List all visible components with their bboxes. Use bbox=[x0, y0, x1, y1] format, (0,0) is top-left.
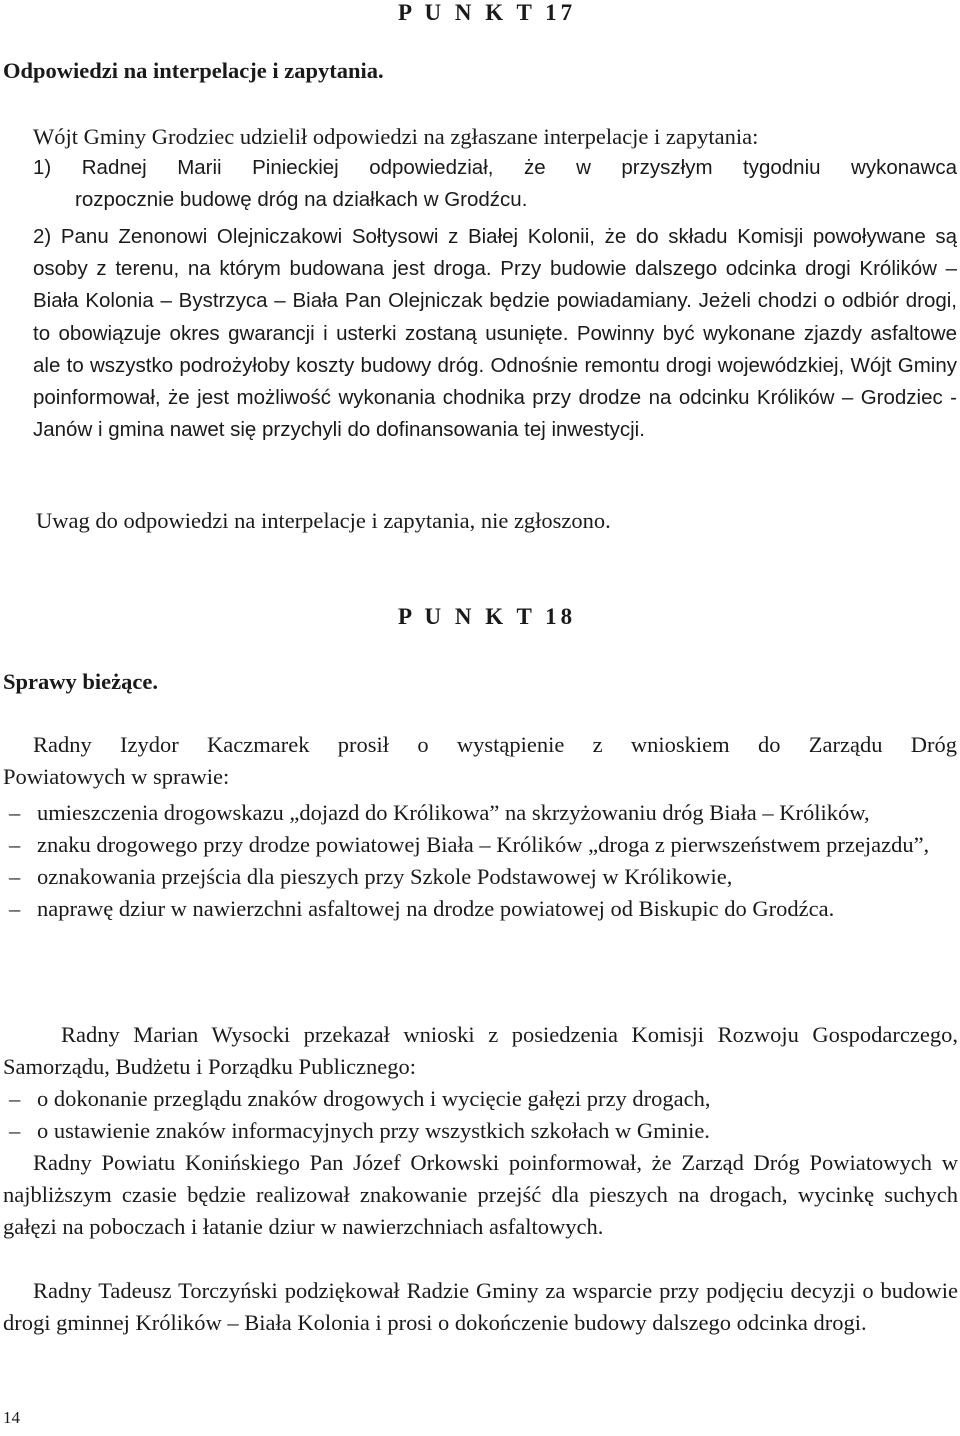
para-2-text: Radny Marian Wysocki przekazał wnioski z posiedzenia Komisji Rozwoju Gospodarczego, Samorządu, Budżetu i Porządku Publicznego: bbox=[3, 1022, 958, 1079]
section-heading-sprawy-biezace: Sprawy bieżące. bbox=[3, 669, 158, 694]
item-1-line-1: 1) Radnej Marii Pinieckiej odpowiedział, że w przyszłym tygodniu wykonawca bbox=[33, 156, 957, 179]
list-item bbox=[3, 829, 958, 861]
para-3-text: Radny Powiatu Konińskiego Pan Józef Orkowski poinformował, że Zarząd Dróg Powiatowych w najbliższym czasie będzie realizował znakowanie przejść dla pieszych na drogach, wycinkę suchych gałęzi na poboczach i łatanie dziur w nawierzchniach asfaltowych. bbox=[3, 1150, 958, 1239]
item-2-paragraph bbox=[33, 221, 957, 446]
punkt-17-title: P U N K T 17 bbox=[398, 0, 577, 25]
section-heading-interpelacje: Odpowiedzi na interpelacje i zapytania. bbox=[3, 58, 384, 83]
dash-bullet: – bbox=[9, 864, 21, 889]
para-4-text: Radny Tadeusz Torczyński podziękował Radzie Gminy za wsparcie przy podjęciu decyzji o budowie drogi gminnej Królików – Biała Kolonia i prosi o dokończenie budowy dalszego odcinka drogi. bbox=[3, 1278, 958, 1335]
dash-bullet: – bbox=[9, 800, 21, 825]
list-item bbox=[3, 893, 958, 925]
para-3 bbox=[3, 1147, 958, 1243]
dash-bullet: – bbox=[9, 1086, 21, 1111]
item-2-text: 2) Panu Zenonowi Olejniczakowi Sołtysowi z Białej Kolonii, że do składu Komisji powoływane są osoby z terenu, na którym budowana jest droga. Przy budowie dalszego odcinka drogi Królików – Biała Kolonia – Bystrzyca – Biała Pan Olejniczak będzie powiadamiany. Jeżeli chodzi o odbiór drogi, to obowiązuje okres gwarancji i usterki zostaną usunięte. Powinny być wykonane zjazdy asfaltowe ale to wszystko podrożyłoby koszty budowy dróg. Odnośnie remontu drogi wojewódzkiej, Wójt Gminy poinformował, że jest możliwość wykonania chodnika przy drodze na odcinku Królików – Grodziec - Janów i gmina nawet się przychyli do dofinansowania tej inwestycji. bbox=[33, 225, 957, 442]
closing-remark: Uwag do odpowiedzi na interpelacje i zapytania, nie zgłoszono. bbox=[36, 508, 611, 533]
dash-bullet: – bbox=[9, 896, 21, 921]
list-item bbox=[3, 1115, 958, 1147]
para-2 bbox=[3, 1019, 958, 1083]
list-item bbox=[3, 1083, 958, 1115]
para-4 bbox=[3, 1275, 958, 1339]
intro-line: Wójt Gminy Grodziec udzielił odpowiedzi na zgłaszane interpelacje i zapytania: bbox=[33, 124, 759, 149]
list-2 bbox=[3, 1083, 958, 1147]
list-item-text: oznakowania przejścia dla pieszych przy Szkole Podstawowej w Królikowie, bbox=[37, 864, 733, 889]
dash-bullet: – bbox=[9, 832, 21, 857]
para-1-line-1: Radny Izydor Kaczmarek prosił o wystąpienie z wnioskiem do Zarządu Dróg bbox=[33, 732, 957, 757]
list-item-text: o dokonanie przeglądu znaków drogowych i wycięcie gałęzi przy drogach, bbox=[37, 1086, 711, 1111]
list-item bbox=[3, 861, 958, 893]
list-item bbox=[3, 797, 958, 829]
item-1-line-2: rozpocznie budowę dróg na działkach w Grodźcu. bbox=[75, 188, 528, 211]
dash-bullet: – bbox=[9, 1118, 21, 1143]
list-1 bbox=[3, 797, 958, 925]
punkt-18-title: P U N K T 18 bbox=[398, 604, 577, 629]
list-item-text: umieszczenia drogowskazu „dojazd do Królikowa” na skrzyżowaniu dróg Biała – Królików, bbox=[37, 800, 870, 825]
page-number: 14 bbox=[3, 1408, 20, 1427]
list-item-text: o ustawienie znaków informacyjnych przy wszystkich szkołach w Gminie. bbox=[37, 1118, 710, 1143]
list-item-text: znaku drogowego przy drodze powiatowej Biała – Królików „droga z pierwszeństwem przejazdu”, bbox=[37, 832, 930, 857]
list-item-text: naprawę dziur w nawierzchni asfaltowej na drodze powiatowej od Biskupic do Grodźca. bbox=[37, 896, 835, 921]
para-1-line-2: Powiatowych w sprawie: bbox=[3, 764, 230, 789]
